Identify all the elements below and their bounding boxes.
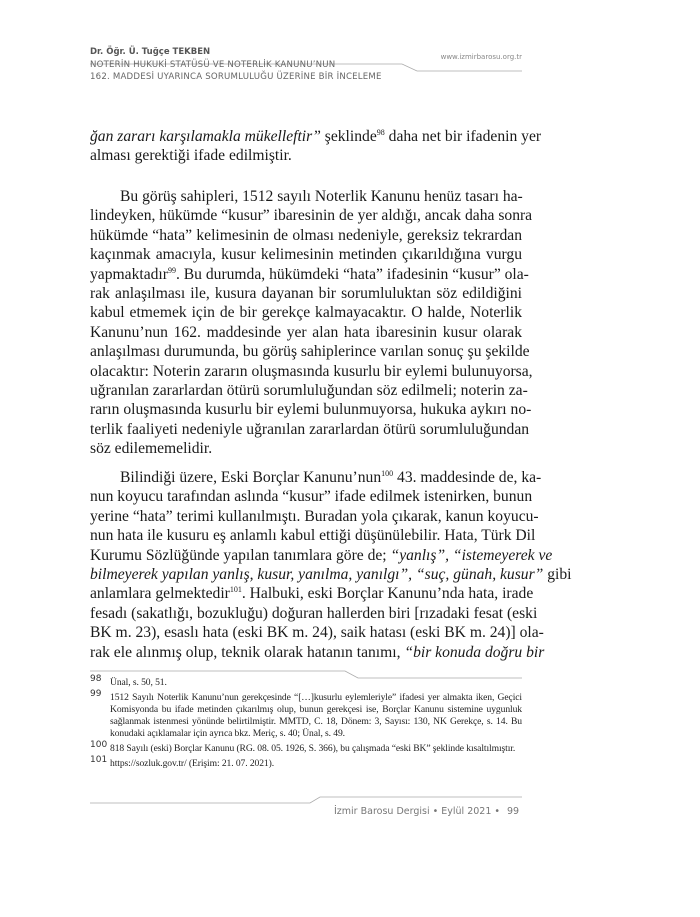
- footnote-98: [90, 674, 522, 689]
- text-line: [90, 468, 542, 487]
- website-url[interactable]: www.izmirbarosu.org.tr: [440, 53, 522, 61]
- footnote-text: 1512 Sayılı Noterlik Kanunu’nun gerekçesinde “[…]kusurlu eylemleriyle” ifadesi yer almakta iken, Geçici Komisyonda bu ifade metinden çıkarılmış olup, bunun gerekçesi ise, Borçlar Kanunu sistemine uygunluk sağlanmak istenmesi yönünde belirtilmiştir. MMTD, C. 18, Dönem: 3, Sayısı: 130, NK Gerekçe, s. 14. Bu konudaki açıklamalar için ayrıca bkz. Meriç, s. 40; Ünal, s. 49.: [110, 692, 522, 739]
- text-run: nun hata ile kusuru eş anlamlı kabul ettiği düşünülebilir. Hata, Türk Dil: [90, 527, 536, 545]
- text-line: [90, 323, 522, 342]
- text-line: [90, 187, 522, 206]
- journal-footer: İzmir Barosu Dergisi • Eylül 2021 •: [334, 806, 500, 817]
- text-line: [90, 303, 522, 322]
- text-run: BK m. 23), esaslı hata (eski BK m. 24), saik hatası (eski BK m. 24)] ola-: [90, 624, 544, 642]
- paragraph: [90, 187, 533, 458]
- footnote-reference[interactable]: 98: [376, 128, 385, 137]
- footnote-text[interactable]: https://sozluk.gov.tr/ (Erişim: 21. 07. 2021).: [110, 758, 274, 769]
- text-run: Bu görüş sahipleri, 1512 sayılı Noterlik Kanunu henüz tasarı ha-: [120, 188, 523, 205]
- text-run: fesadı (sakatlığı, bozukluğu) doğuran hallerden biri [rızadaki fesat (eski: [90, 604, 538, 622]
- footnote-text: 818 Sayılı (eski) Borçlar Kanunu (RG. 08. 05. 1926, S. 366), bu çalışmada “eski BK” şeklinde kısaltılmıştır.: [110, 743, 516, 754]
- text-run: uğranılan zararlardan ötürü sorumluluğundan söz edilmeli; noterin za-: [90, 381, 528, 399]
- text-run: daha net bir ifadenin yer: [384, 128, 542, 145]
- paragraph: [90, 127, 542, 166]
- text-line: [90, 146, 522, 165]
- text-run: gibi: [543, 565, 572, 583]
- text-run: söz edilememelidir.: [90, 440, 213, 458]
- text-line: [90, 127, 542, 146]
- footnote-reference[interactable]: 101: [229, 585, 242, 595]
- paragraph: [90, 468, 572, 662]
- text-line: [90, 604, 538, 623]
- text-run: kaçınmak amacıyla, kusur kelimesinin metinden çıkarıldığına vurgu: [90, 246, 522, 264]
- footnote-99: [90, 689, 522, 740]
- footnote-text: Ünal, s. 50, 51.: [110, 677, 167, 688]
- italic-quote: “bir konuda doğru bir: [404, 643, 545, 661]
- author-name: Dr. Öğr. Ü. Tuğçe TEKBEN: [90, 47, 211, 57]
- footnote-reference[interactable]: 100: [381, 469, 394, 478]
- text-run: . Bu durumda, hükümdeki “hata” ifadesinin “kusur” ola-: [175, 265, 529, 283]
- text-line: [90, 362, 533, 381]
- text-line: [90, 245, 522, 264]
- text-run: yapmaktadır: [90, 265, 168, 283]
- article-title-line2: 162. MADDESİ UYARINCA SORUMLULUĞU ÜZERİNE BİR İNCELEME: [90, 72, 382, 82]
- text-run: şeklinde: [320, 128, 377, 145]
- text-run: . Halbuki, eski Borçlar Kanunu’nda hata, irade: [241, 585, 534, 603]
- text-line: [90, 420, 530, 439]
- text-run: rak anlaşılması ile, kusura dayanan bir sorumluluktan söz edildiğini: [90, 284, 522, 302]
- article-title-line1: NOTERİN HUKUKİ STATÜSÜ VE NOTERLİK KANUNU’NUN: [90, 60, 336, 70]
- italic-quote: “yanlış”, “istemeyerek ve: [390, 546, 553, 564]
- text-line: [90, 507, 539, 526]
- text-line: [90, 400, 532, 419]
- text-run: kabul etmemek için de bir gerekçe kalmayacaktır. O halde, Noterlik: [90, 304, 522, 322]
- text-run: hükümde “hata” kelimesinin de olması nedeniyle, gereksiz tekrardan: [90, 226, 522, 244]
- text-run: lindeyken, hükümde “kusur” ibaresinin de yer aldığı, ancak daha sonra: [90, 207, 533, 225]
- text-line: [90, 565, 572, 584]
- text-run: anlaşılması durumunda, bu görüş sahiplerince varılan sonuç şu şekilde: [90, 343, 530, 361]
- text-run: rak ele alınmış olup, teknik olarak hatanın tanımı,: [90, 643, 405, 661]
- text-run: anlamlara gelmektedir: [90, 585, 230, 603]
- text-line: [90, 439, 522, 458]
- footnote-number: 101: [90, 755, 108, 765]
- text-line: [90, 487, 533, 506]
- footnotes: [90, 674, 522, 773]
- text-run: Kanunu’nun 162. maddesinde yer alan hata ibaresinin kusur olarak: [90, 323, 522, 341]
- text-line: [90, 584, 534, 603]
- text-run: alması gerektiği ifade edilmiştir.: [90, 147, 292, 165]
- text-line: [90, 265, 529, 284]
- text-line: [90, 284, 522, 303]
- text-run: rarın oluşmasında kusurlu bir eylemi bulunmuyorsa, hukuka aykırı no-: [90, 401, 532, 419]
- footnote-number: 99: [90, 689, 102, 699]
- text-run: Kurumu Sözlüğünde yapılan tanımlara göre de;: [90, 546, 391, 564]
- footnote-reference[interactable]: 99: [167, 265, 176, 275]
- footnote-number: 98: [90, 674, 102, 684]
- footnote-number: 100: [90, 740, 108, 750]
- text-line: [90, 643, 545, 662]
- italic-quote: bilmeyerek yapılan yanlış, kusur, yanılma, yanılgı”, “suç, günah, kusur”: [90, 565, 544, 583]
- text-line: [90, 226, 522, 245]
- text-line: [90, 381, 528, 400]
- text-run: olacaktır: Noterin zararın oluşmasında kusurlu bir eylemi bulunuyorsa,: [90, 362, 533, 380]
- text-line: [90, 526, 536, 545]
- footnote-101: [90, 755, 522, 770]
- text-run: yerine “hata” terimi kullanılmıştı. Buradan yola çıkarak, kanun koyucu-: [90, 507, 539, 525]
- footnote-100: [90, 740, 522, 755]
- page-number: 99: [507, 806, 520, 817]
- text-run: Bilindiği üzere, Eski Borçlar Kanunu’nun: [120, 469, 382, 486]
- text-line: [90, 623, 544, 642]
- text-line: [90, 206, 533, 225]
- italic-quote: ğan zararı karşılamakla mükelleftir”: [90, 128, 321, 145]
- text-run: 43. maddesinde de, ka-: [393, 469, 542, 486]
- text-run: nun koyucu tarafından aslında “kusur” ifade edilmek istenirken, bunun: [90, 488, 533, 506]
- text-run: terlik faaliyeti nedeniyle uğranılan zararlardan ötürü sorumluluğundan: [90, 420, 530, 438]
- text-line: [90, 342, 530, 361]
- text-line: [90, 546, 553, 565]
